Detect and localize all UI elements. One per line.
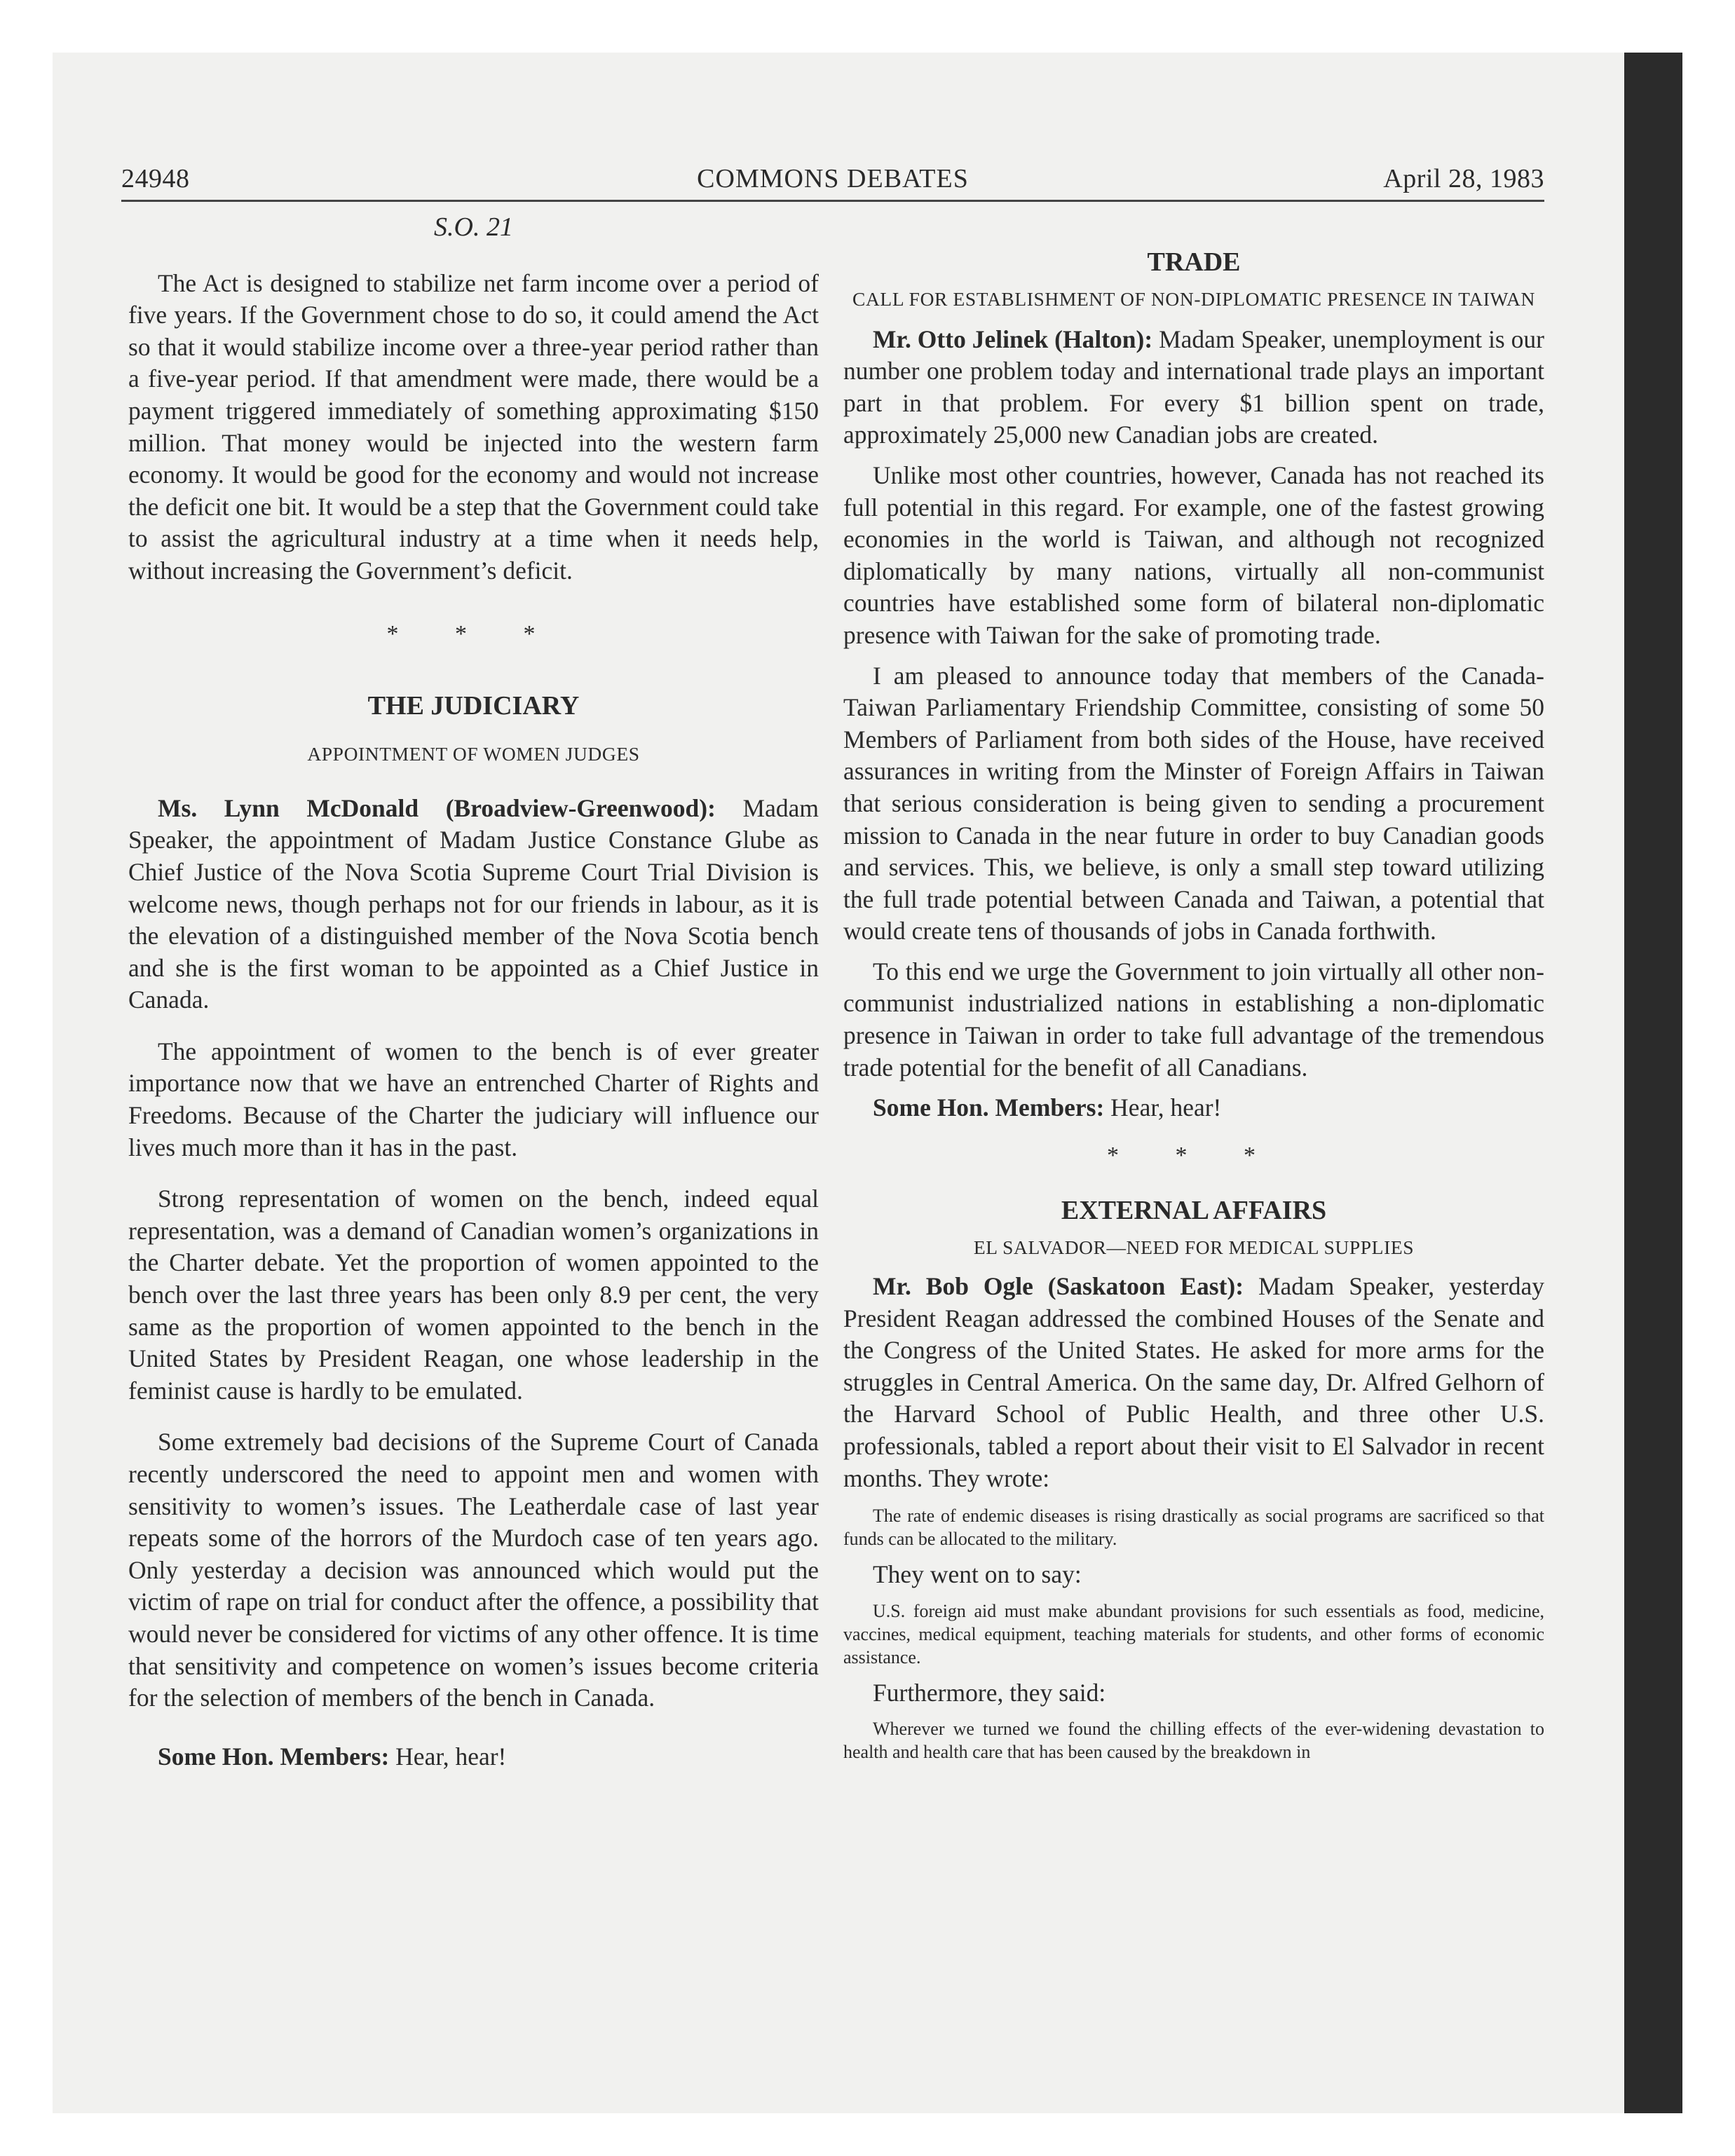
speech-paragraph: Some extremely bad decisions of the Supreme Court of Canada recently underscored the need to appoint men and women with sensitivity to women’s issues. The Leatherdale case of last year repeats some of the horrors of the Murdoch case of ten years ago. Only yesterday a decision was announced which would put the victim of rape on trial for conduct after the offence, a possibility that would never be considered for victims of any other offence. It is time that sensitivity and competence on women’s issues become criteria for the selection of members of the bench in Canada. bbox=[128, 1428, 819, 1712]
response-speaker: Some Hon. Members: bbox=[158, 1742, 390, 1770]
speech-paragraph: Unlike most other countries, however, Canada has not reached its full potential in this regard. For example, one of the fastest growing economies in the world is Taiwan, and although not recognized diplomatically by many nations, virtually all non-communist countries have established some form of bilateral non-diplomatic presence with Taiwan for the sake of promoting trade. bbox=[843, 460, 1544, 649]
paragraph-farm-income: The Act is designed to stabilize net farm income over a period of five years. If the Government chose to do so, it could amend the Act so that it would stabilize income over a three-year period rather than a five-year period. If that amendment were made, there would be a payment triggered immediately of something approximating $150 million. That money would be injected into the western farm economy. It would be good for the economy and would not increase the deficit one bit. It would be a step that the Government could take to assist the agricultural industry at a time when it needs help, without increasing the Government’s deficit. bbox=[128, 268, 819, 585]
speech-paragraph: The appointment of women to the bench is of ever greater importance now that we have an entrenched Charter of Rights and Freedoms. Because of the Charter the judiciary will influence our lives much more than it has in the past. bbox=[128, 1037, 819, 1161]
speaker-name: Ms. Lynn McDonald (Broadview-Greenwood): bbox=[158, 793, 716, 822]
section-separator: * * * bbox=[1107, 1142, 1281, 1168]
section-heading-trade: TRADE bbox=[1147, 247, 1241, 277]
speech-paragraph: To this end we urge the Government to join virtually all other non-communist industrialized nations in establishing a non-diplomatic presence in Taiwan in order to take full advantage of the tremendous trade potential for the benefit of all Canadians. bbox=[843, 957, 1544, 1082]
scan-edge-strip bbox=[1624, 53, 1682, 2113]
left-column bbox=[128, 203, 819, 1773]
subheading-women-judges: APPOINTMENT OF WOMEN JUDGES bbox=[307, 742, 640, 765]
speech-paragraph: Furthermore, they said: bbox=[873, 1678, 1106, 1707]
block-quote: U.S. foreign aid must make abundant provisions for such essentials as food, medicine, vaccines, medical equipment, teaching materials for students, and other forms of economic assistance. bbox=[843, 1600, 1544, 1667]
block-quote: Wherever we turned we found the chilling effects of the ever-widening devastation to health and health care that has been caused by the breakdown in bbox=[843, 1719, 1544, 1763]
speaker-name: Mr. Bob Ogle (Saskatoon East): bbox=[873, 1272, 1244, 1301]
standing-order-label: S.O. 21 bbox=[434, 212, 513, 242]
speech-paragraph: Ms. Lynn McDonald (Broadview-Greenwood): Madam Speaker, the appointment of Madam Justice Constance Glube as Chief Justice of the Nova Scotia Supreme Court Trial Division is welcome news, though perhaps not for our friends in labour, as it is the elevation of a distinguished member of the Nova Scotia bench and she is the first woman to be appointed as a Chief Justice in Canada. bbox=[128, 793, 819, 1014]
speech-paragraph: They went on to say: bbox=[873, 1560, 1082, 1589]
page-date: April 28, 1983 bbox=[1383, 164, 1544, 193]
publication-title: COMMONS DEBATES bbox=[697, 164, 969, 193]
speaker-name: Mr. Otto Jelinek (Halton): bbox=[873, 325, 1153, 353]
subheading-taiwan: CALL FOR ESTABLISHMENT OF NON-DIPLOMATIC PRESENCE IN TAIWAN bbox=[852, 287, 1535, 310]
section-heading-judiciary: THE JUDICIARY bbox=[367, 691, 580, 721]
members-response: Some Hon. Members: Hear, hear! bbox=[873, 1093, 1222, 1122]
page-number: 24948 bbox=[121, 164, 190, 193]
block-quote: The rate of endemic diseases is rising drastically as social programs are sacrificed so that funds can be allocated to the military. bbox=[843, 1506, 1544, 1550]
subheading-el-salvador: EL SALVADOR—NEED FOR MEDICAL SUPPLIES bbox=[973, 1236, 1415, 1259]
speech-paragraph: Mr. Otto Jelinek (Halton): Madam Speaker, unemployment is our number one problem today and international trade plays an important part in that problem. For every $1 billion spent on trade, approximately 25,000 new Canadian jobs are created. bbox=[843, 325, 1544, 449]
section-heading-external-affairs: EXTERNAL AFFAIRS bbox=[1061, 1196, 1327, 1226]
page-header bbox=[121, 158, 1544, 202]
members-response: Some Hon. Members: Hear, hear! bbox=[158, 1742, 507, 1770]
speech-paragraph: Strong representation of women on the bench, indeed equal representation, was a demand of Canadian women’s organizations in the Charter debate. Yet the proportion of women appointed to the bench over the last three years has been only 8.9 per cent, the very same as the proportion of women appointed to the bench in the United States by President Reagan, one whose leadership in the feminist cause is hardly to be emulated. bbox=[128, 1185, 819, 1405]
speech-paragraph: I am pleased to announce today that members of the Canada-Taiwan Parliamentary Friendship Committee, consisting of some 50 Members of Parliament from both sides of the House, have received assurances in writing from the Minster of Foreign Affairs in Taiwan that serious consideration is being given to sending a procurement mission to Canada in the near future in order to buy Canadian goods and services. This, we believe, is only a small step toward utilizing the full trade potential between Canada and Taiwan, a potential that would create tens of thousands of jobs in Canada forthwith. bbox=[843, 661, 1544, 946]
section-separator: * * * bbox=[386, 620, 561, 647]
response-speaker: Some Hon. Members: bbox=[873, 1093, 1105, 1122]
right-column bbox=[843, 203, 1544, 1763]
speech-paragraph: Mr. Bob Ogle (Saskatoon East): Madam Speaker, yesterday President Reagan addressed the combined Houses of the Senate and the Congress of the United States. He asked for more arms for the struggles in Central America. On the same day, Dr. Alfred Gelhorn of the Harvard School of Public Health, and three other U.S. professionals, tabled a report about their visit to El Salvador in recent months. They wrote: bbox=[843, 1272, 1545, 1492]
